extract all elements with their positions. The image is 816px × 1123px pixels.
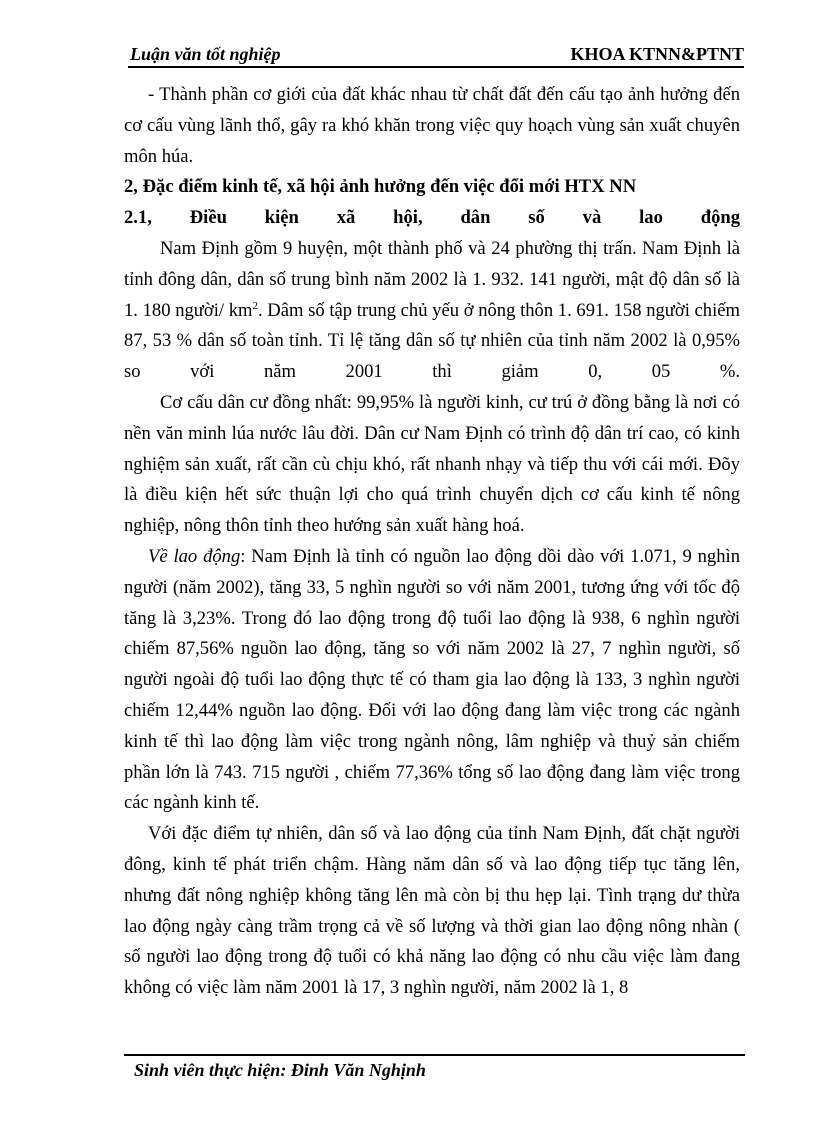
paragraph-labor-surplus: Với đặc điểm tự nhiên, dân số và lao động của tỉnh Nam Định, đất chặt người đông, kinh tế phát triển chậm. Hàng năm dân số và lao động tiếp tục tăng lên, nhưng đất nông nghiệp không tăng lên mà còn bị thu hẹp lại. Tình trạng dư thừa lao động ngày càng trầm trọng cả về số lượng và thời gian lao động nông nhàn ( số người lao động trong độ tuổi có khả năng lao động có nhu cầu việc làm đang không có việc làm năm 2001 là 17, 3 nghìn người, năm 2002 là 1, 8	[124, 823, 740, 999]
footer-divider	[124, 1054, 745, 1056]
paragraph-labor	[124, 542, 740, 819]
paragraph-population	[124, 234, 740, 388]
population-text-b: . Dâm số tập trung chủ yếu ở nông thôn 1. 691. 158 người chiếm 87, 53 % dân số toàn tỉnh. Tỉ lệ tăng dân số tự nhiên của tỉnh năm 2002 là 0,95% so với năm 2001 thì giảm 0, 05 %.	[124, 299, 740, 383]
header-thesis-label: Luận văn tốt nghiệp	[130, 44, 281, 64]
section-heading-2: 2, Đặc điểm kinh tế, xã hội ảnh hưởng đến việc đổi mới HTX NN	[124, 176, 637, 198]
footer-student-label: Sinh viên thực hiện: Đinh Văn Nghịnh	[134, 1060, 426, 1080]
page-body	[124, 80, 740, 1004]
labor-text: : Nam Định là tỉnh có nguồn lao động dồi dào với 1.071, 9 nghìn người (năm 2002), tăng 33, 5 nghìn người so với năm 2001, tương ứng với tốc độ tăng là 3,23%. Trong đó lao động trong độ tuổi lao động là 938, 6 nghìn người chiếm 87,56% nguồn lao động, tăng so với năm 2002 là 27, 7 nghìn người, số người ngoài độ tuổi lao động thực tế có tham gia lao động là 133, 3 nghìn người chiếm 12,44% nguồn lao động. Đối với lao động đang làm việc trong các ngành kinh tế thì lao động làm việc trong ngành nông, lâm nghiệp và thuỷ sản chiếm phần lớn là 743. 715 người , chiếm 77,36% tổng số lao động đang làm việc trong các ngành kinh tế.	[124, 545, 740, 814]
labor-lead-label: Về lao động	[148, 545, 241, 567]
header-faculty-label: KHOA KTNN&PTNT	[570, 44, 744, 64]
paragraph-ethnic-structure: Cơ cấu dân cư đồng nhất: 99,95% là người kinh, cư trú ở đồng bằng là nơi có nền văn minh lúa nước lâu đời. Dân cư Nam Định có trình độ dân trí cao, có kinh nghiệm sản xuất, rất cần cù chịu khó, rất nhanh nhạy và tiếp thu với cái mới. Đõy là điều kiện hết sức thuận lợi cho quá trình chuyển dịch cơ cấu kinh tế nông nghiệp, nông thôn tỉnh theo hướng sản xuất hàng hoá.	[124, 391, 740, 537]
section-heading-2-1: 2.1, Điều kiện xã hội, dân số và lao động	[124, 207, 740, 229]
paragraph-soil-texture: - Thành phần cơ giới của đất khác nhau từ chất đất đến cấu tạo ảnh hưởng đến cơ cấu vùng lãnh thổ, gây ra khó khăn trong việc quy hoạch vùng sản xuất chuyên môn húa.	[124, 84, 740, 167]
population-text-a: Nam Định gồm 9 huyện, một thành phố và 24 phường thị trấn. Nam Định là tỉnh đông dân, dân số trung bình năm 2002 là 1. 932. 141 người, mật độ dân số là 1. 180 người/ km	[124, 237, 740, 321]
km-squared-superscript: 2	[252, 299, 258, 312]
page-header	[128, 44, 744, 68]
